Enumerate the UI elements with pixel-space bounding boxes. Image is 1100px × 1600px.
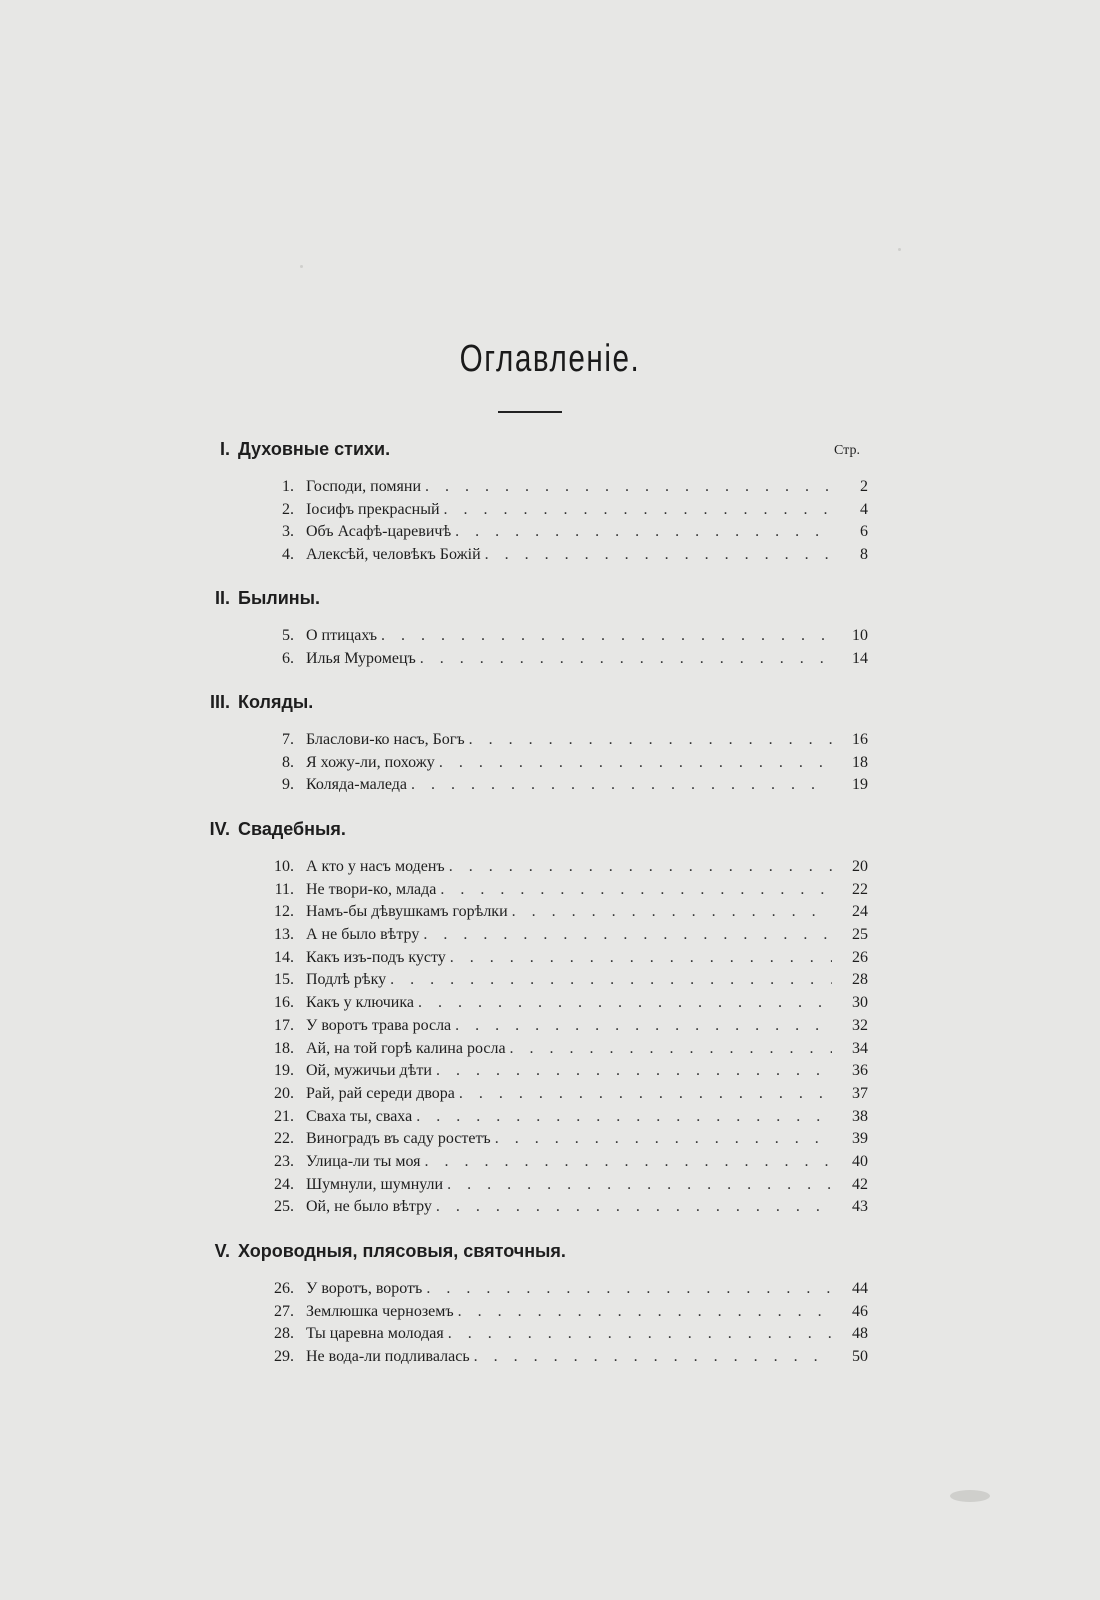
dot-leader xyxy=(455,521,832,544)
dot-leader xyxy=(425,1151,832,1174)
entry-page: 28 xyxy=(852,971,868,989)
section-heading xyxy=(208,689,868,715)
toc-entry[interactable] xyxy=(208,648,868,671)
dot-leader xyxy=(381,625,832,648)
entry-page: 40 xyxy=(852,1152,868,1170)
entry-number: 10. xyxy=(274,858,294,875)
entry-title: Коляда-маледа xyxy=(306,776,407,794)
section-title: Хороводныя, плясовыя, святочныя. xyxy=(238,1241,566,1261)
entry-number: 20. xyxy=(274,1084,294,1102)
entry-title: Не вода-ли подливалась xyxy=(306,1348,470,1366)
entry-page: 10 xyxy=(852,627,868,644)
entry-page: 22 xyxy=(852,880,868,898)
entry-page: 20 xyxy=(852,858,868,875)
entry-title: Какъ изъ-подъ кусту xyxy=(306,948,446,966)
dot-leader xyxy=(418,992,832,1015)
toc-entry[interactable] xyxy=(208,1038,868,1061)
toc-entry[interactable] xyxy=(208,969,868,992)
page-column-label: Стр. xyxy=(834,443,860,458)
entry-list xyxy=(208,1278,868,1369)
dot-leader xyxy=(458,1301,832,1324)
toc-entry[interactable] xyxy=(208,1106,868,1129)
entry-page: 26 xyxy=(852,948,868,966)
entry-page: 38 xyxy=(852,1107,868,1125)
entry-title: Ой, мужичьи дѣти xyxy=(306,1062,432,1080)
entry-number: 16. xyxy=(274,994,294,1012)
scan-speck xyxy=(898,248,901,251)
entry-title: Бласлови-ко насъ, Богъ xyxy=(306,731,465,748)
dot-leader xyxy=(450,947,832,970)
entry-title: Ой, не было вѣтру xyxy=(306,1198,432,1216)
entry-number: 18. xyxy=(274,1039,294,1057)
section-round-dance-songs xyxy=(208,1238,868,1369)
entry-number: 25. xyxy=(274,1198,294,1216)
entry-title: Ты царевна молодая xyxy=(306,1325,444,1343)
entry-page: 48 xyxy=(852,1325,868,1343)
section-heading xyxy=(208,816,868,842)
section-numeral: V. xyxy=(214,1241,230,1261)
entry-number: 12. xyxy=(274,903,294,921)
toc-entry[interactable] xyxy=(208,1174,868,1197)
section-heading xyxy=(208,1238,868,1264)
entry-page: 39 xyxy=(852,1130,868,1148)
entry-page: 8 xyxy=(860,546,868,564)
entry-number: 19. xyxy=(274,1062,294,1080)
entry-title: У воротъ трава росла xyxy=(306,1016,452,1034)
toc-entry[interactable] xyxy=(208,625,868,648)
title-rule xyxy=(498,411,562,413)
entry-title: Ай, на той горѣ калина росла xyxy=(306,1039,506,1057)
entry-number: 7. xyxy=(282,731,294,748)
entry-number: 26. xyxy=(274,1280,294,1297)
entry-number: 2. xyxy=(282,500,294,518)
entry-list xyxy=(208,625,868,670)
dot-leader xyxy=(411,774,832,797)
section-numeral: I. xyxy=(219,439,230,459)
entry-page: 44 xyxy=(852,1280,868,1297)
page-title: Оглавленіе. xyxy=(459,338,641,380)
section-heading xyxy=(208,436,868,462)
dot-leader xyxy=(416,1106,832,1129)
toc-entry[interactable] xyxy=(208,544,868,567)
entry-number: 5. xyxy=(282,627,294,644)
dot-leader xyxy=(510,1038,832,1061)
toc-entry[interactable] xyxy=(208,1346,868,1369)
scan-speck xyxy=(300,265,303,268)
entry-number: 4. xyxy=(282,546,294,564)
dot-leader xyxy=(455,1015,832,1038)
toc-entry[interactable] xyxy=(208,856,868,879)
entry-title: Намъ-бы дѣвушкамъ горѣлки xyxy=(306,903,508,921)
section-spiritual-verses xyxy=(208,436,868,567)
section-numeral: II. xyxy=(214,588,230,608)
entry-page: 6 xyxy=(860,523,868,541)
entry-title: Шумнули, шумнули xyxy=(306,1175,444,1193)
dot-leader xyxy=(436,1196,832,1219)
scan-speck xyxy=(950,1490,990,1502)
dot-leader xyxy=(512,901,832,924)
toc-entry[interactable] xyxy=(208,1128,868,1151)
section-numeral: III. xyxy=(209,692,230,712)
entry-page: 14 xyxy=(852,649,868,667)
entry-page: 36 xyxy=(852,1062,868,1080)
section-wedding-songs xyxy=(208,816,868,1219)
entry-title: Какъ у ключика xyxy=(306,994,414,1012)
entry-title: Я хожу-ли, похожу xyxy=(306,753,435,771)
toc-entry[interactable] xyxy=(208,947,868,970)
entry-list xyxy=(208,476,868,567)
entry-number: 21. xyxy=(274,1107,294,1125)
dot-leader xyxy=(459,1083,832,1106)
entry-page: 16 xyxy=(852,731,868,748)
toc-entry[interactable] xyxy=(208,1323,868,1346)
dot-leader xyxy=(420,648,832,671)
entry-title: Не твори-ко, млада xyxy=(306,880,437,898)
section-title: Духовные стихи. xyxy=(238,439,391,459)
entry-title: Объ Асафѣ-царевичѣ xyxy=(306,523,452,541)
entry-page: 30 xyxy=(852,994,868,1012)
entry-list xyxy=(208,856,868,1219)
entry-number: 13. xyxy=(274,926,294,944)
toc-entry[interactable] xyxy=(208,521,868,544)
entry-title: А не было вѣтру xyxy=(306,926,420,944)
dot-leader xyxy=(436,1060,832,1083)
entry-page: 25 xyxy=(852,926,868,944)
dot-leader xyxy=(485,544,832,567)
entry-number: 22. xyxy=(274,1130,294,1148)
dot-leader xyxy=(448,1323,832,1346)
entry-page: 2 xyxy=(860,478,868,495)
dot-leader xyxy=(439,752,832,775)
toc-entry[interactable] xyxy=(208,879,868,902)
toc-entry[interactable] xyxy=(208,992,868,1015)
dot-leader xyxy=(426,1278,832,1301)
entry-title: Подлѣ рѣку xyxy=(306,971,387,989)
section-title: Былины. xyxy=(238,588,321,608)
dot-leader xyxy=(474,1346,832,1369)
entry-number: 23. xyxy=(274,1152,294,1170)
entry-title: Сваха ты, сваха xyxy=(306,1107,413,1125)
entry-number: 3. xyxy=(282,523,294,541)
entry-title: А кто у насъ моденъ xyxy=(306,858,445,875)
entry-page: 43 xyxy=(852,1198,868,1216)
entry-number: 29. xyxy=(274,1348,294,1366)
toc-entry[interactable] xyxy=(208,901,868,924)
toc-entry[interactable] xyxy=(208,924,868,947)
entry-title: О птицахъ xyxy=(306,627,377,644)
section-title: Коляды. xyxy=(238,692,314,712)
entry-number: 27. xyxy=(274,1302,294,1320)
dot-leader xyxy=(469,729,832,752)
entry-number: 9. xyxy=(282,776,294,794)
entry-page: 18 xyxy=(852,753,868,771)
entry-title: Илья Муромецъ xyxy=(306,649,416,667)
toc-entry[interactable] xyxy=(208,499,868,522)
toc-entry[interactable] xyxy=(208,752,868,775)
toc-entry[interactable] xyxy=(208,1278,868,1301)
entry-page: 19 xyxy=(852,776,868,794)
dot-leader xyxy=(495,1128,832,1151)
section-numeral: IV. xyxy=(209,819,230,839)
section-byliny xyxy=(208,585,868,670)
entry-title: Господи, помяни xyxy=(306,478,422,495)
dot-leader xyxy=(423,924,832,947)
dot-leader xyxy=(390,969,832,992)
entry-title: Землюшка черноземъ xyxy=(306,1302,454,1320)
toc-entry[interactable] xyxy=(208,774,868,797)
entry-page: 50 xyxy=(852,1348,868,1366)
toc-entry[interactable] xyxy=(208,1060,868,1083)
entry-list xyxy=(208,729,868,797)
section-kolyady xyxy=(208,689,868,797)
entry-number: 17. xyxy=(274,1016,294,1034)
dot-leader xyxy=(440,879,832,902)
dot-leader xyxy=(449,856,832,879)
entry-page: 32 xyxy=(852,1016,868,1034)
toc-entry[interactable] xyxy=(208,476,868,499)
entry-title: Іосифъ прекрасный xyxy=(306,500,440,518)
entry-number: 15. xyxy=(274,971,294,989)
toc-entry[interactable] xyxy=(208,729,868,752)
section-title: Свадебныя. xyxy=(238,819,346,839)
toc-entry[interactable] xyxy=(208,1151,868,1174)
toc-entry[interactable] xyxy=(208,1196,868,1219)
dot-leader xyxy=(447,1174,832,1197)
entry-page: 34 xyxy=(852,1039,868,1057)
entry-title: Улица-ли ты моя xyxy=(306,1152,421,1170)
dot-leader xyxy=(425,476,832,499)
toc-entry[interactable] xyxy=(208,1015,868,1038)
entry-page: 24 xyxy=(852,903,868,921)
dot-leader xyxy=(444,499,832,522)
section-heading xyxy=(208,585,868,611)
entry-number: 1. xyxy=(282,478,294,495)
entry-page: 37 xyxy=(852,1084,868,1102)
entry-number: 8. xyxy=(282,753,294,771)
entry-title: У воротъ, воротъ xyxy=(306,1280,423,1297)
entry-number: 24. xyxy=(274,1175,294,1193)
entry-page: 4 xyxy=(860,500,868,518)
entry-number: 11. xyxy=(274,880,294,898)
entry-number: 28. xyxy=(274,1325,294,1343)
entry-number: 14. xyxy=(274,948,294,966)
entry-title: Виноградъ въ саду ростетъ xyxy=(306,1130,491,1148)
entry-number: 6. xyxy=(282,649,294,667)
toc-entry[interactable] xyxy=(208,1083,868,1106)
entry-title: Алексѣй, человѣкъ Божій xyxy=(306,546,481,564)
toc-entry[interactable] xyxy=(208,1301,868,1324)
entry-title: Рай, рай середи двора xyxy=(306,1084,455,1102)
entry-page: 46 xyxy=(852,1302,868,1320)
entry-page: 42 xyxy=(852,1175,868,1193)
